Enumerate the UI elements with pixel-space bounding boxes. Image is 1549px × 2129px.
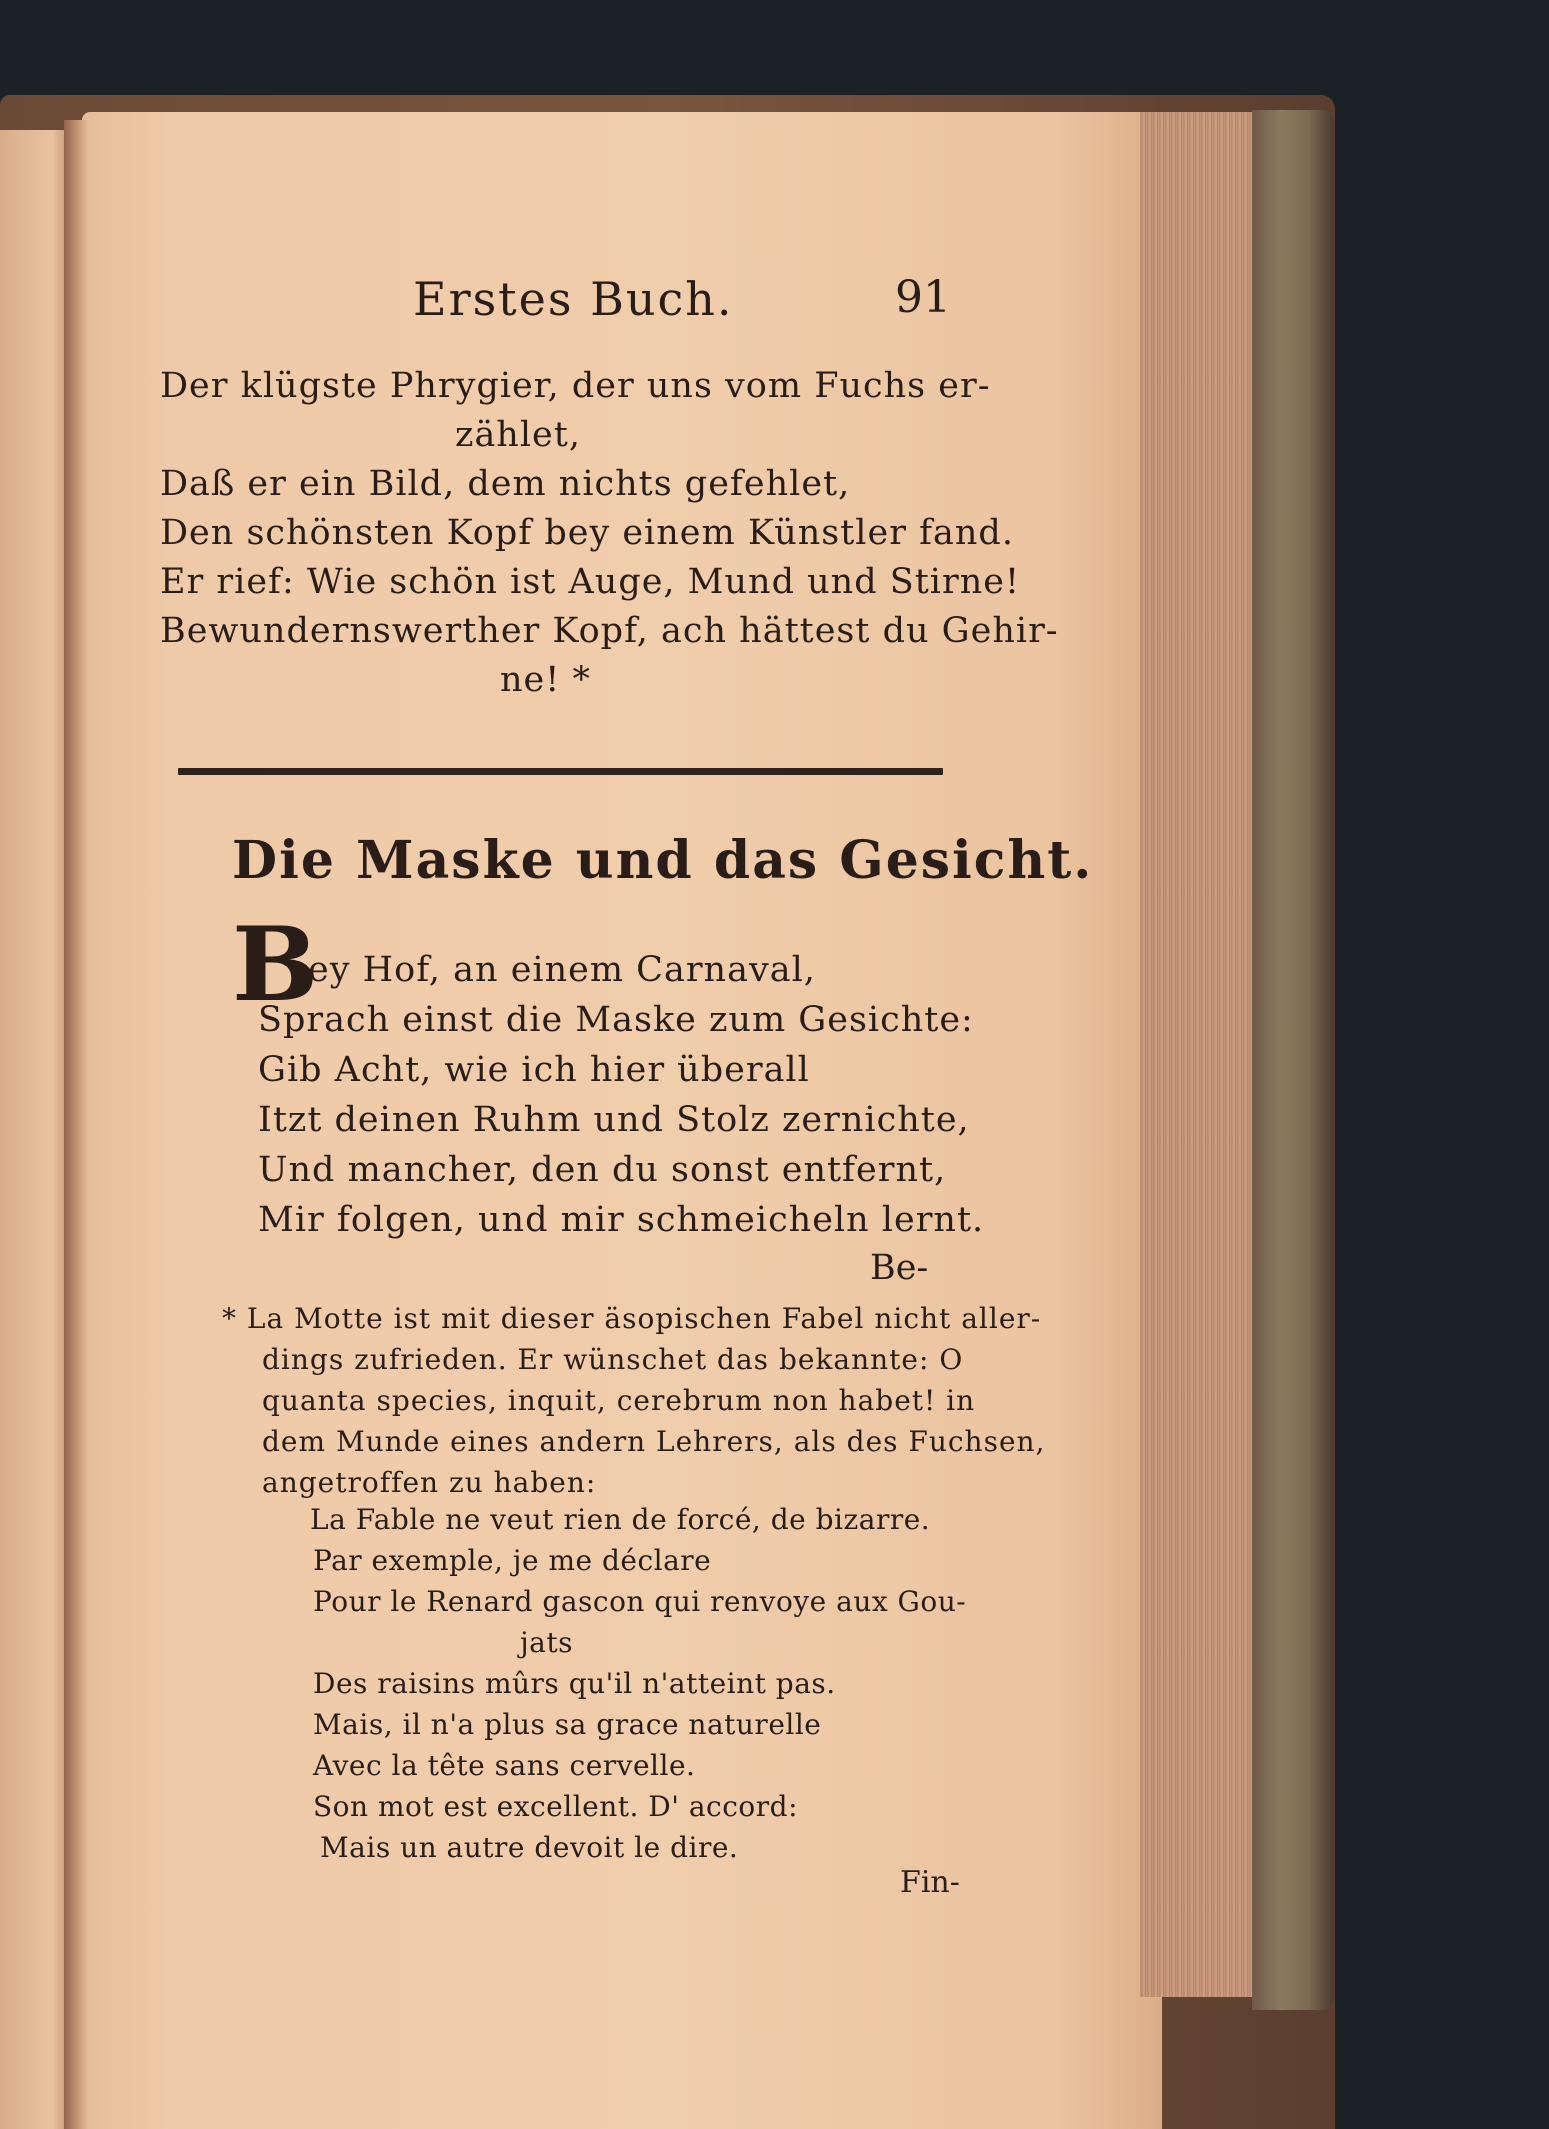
fable-line: Sprach einst die Maske zum Gesichte: [258,1000,974,1040]
footnote-line: angetroffen zu haben: [262,1466,597,1499]
french-verse: Pour le Renard gascon qui renvoye aux Gou- [313,1585,967,1618]
verse-line: Den schönsten Kopf bey einem Künstler fand. [160,513,1014,553]
french-verse: Avec la tête sans cervelle. [313,1749,696,1782]
french-verse: Mais un autre devoit le dire. [320,1831,739,1864]
verse-line: zählet, [455,415,581,455]
verse-line: Daß er ein Bild, dem nichts gefehlet, [160,464,851,504]
fable-line: Und mancher, den du sonst entfernt, [258,1150,947,1190]
verse-line: ne! * [500,660,591,700]
verse-line: Bewundernswerther Kopf, ach hättest du Gehir- [160,611,1059,651]
french-verse: Son mot est excellent. D' accord: [313,1790,799,1823]
page-edges [1140,112,1258,1997]
fable-line: Mir folgen, und mir schmeicheln lernt. [258,1200,985,1240]
footnote-line: dings zufrieden. Er wünschet das bekannte: O [262,1343,964,1376]
section-divider [178,768,943,775]
fable-line: Itzt deinen Ruhm und Stolz zernichte, [258,1100,970,1140]
french-verse: La Fable ne veut rien de forcé, de bizarre. [310,1503,931,1536]
french-verse: Mais, il n'a plus sa grace naturelle [313,1708,822,1741]
page-gutter [64,120,88,2129]
catchword: Be- [870,1248,929,1288]
running-head: Erstes Buch. [413,272,734,326]
footnote-line: quanta species, inquit, cerebrum non habet! in [262,1384,976,1417]
fable-line: Gib Acht, wie ich hier überall [258,1050,810,1090]
verse-line: Der klügste Phrygier, der uns vom Fuchs er- [160,366,991,406]
page-number: 91 [895,272,951,323]
french-verse: Des raisins mûrs qu'il n'atteint pas. [313,1667,836,1700]
french-verse: jats [520,1626,573,1659]
fable-line: ey Hof, an einem Carnaval, [308,950,816,990]
footnote-catchword: Fin- [900,1865,960,1900]
french-verse: Par exemple, je me déclare [313,1544,712,1577]
book-spine [1252,110,1334,2010]
verse-line: Er rief: Wie schön ist Auge, Mund und Stirne! [160,562,1021,602]
footnote-line: * La Motte ist mit dieser äsopischen Fabel nicht aller- [222,1302,1042,1335]
drop-cap: B [232,905,319,1025]
footnote-line: dem Munde eines andern Lehrers, als des Fuchsen, [262,1425,1046,1458]
fable-title: Die Maske und das Gesicht. [232,830,1094,891]
